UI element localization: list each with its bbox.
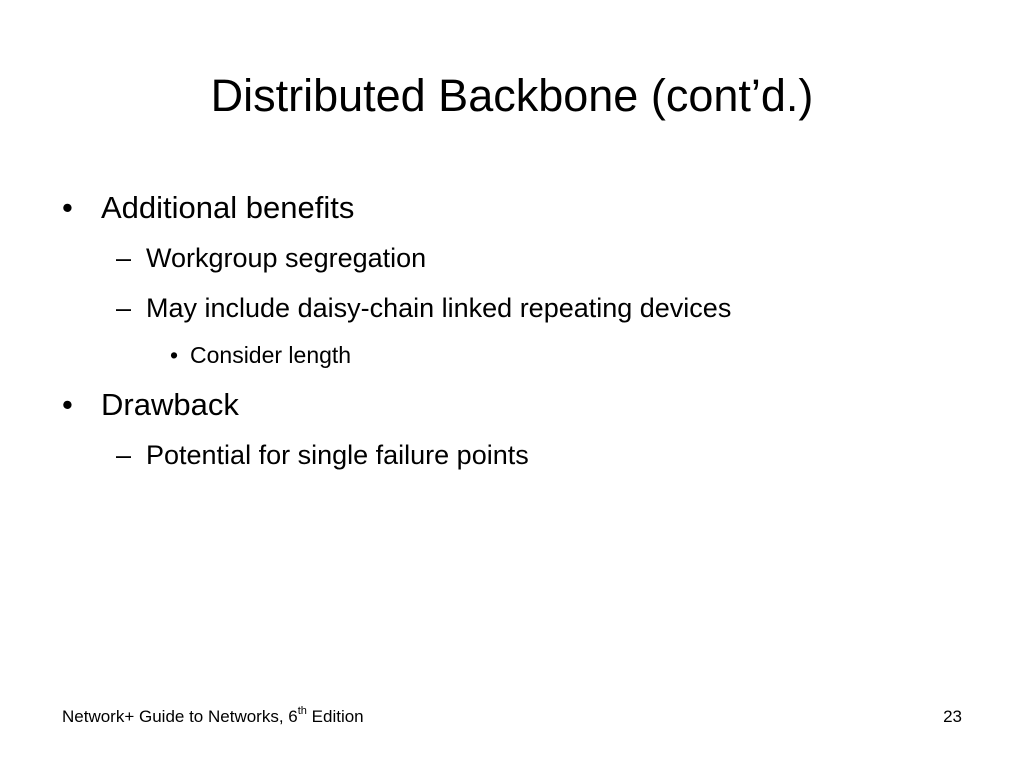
bullet-text: Additional benefits <box>101 190 355 225</box>
sub-sub-bullet-marker: • <box>170 342 179 368</box>
footer-book-prefix: Network+ Guide to Networks, 6 <box>62 707 298 726</box>
sub-bullet-marker: – <box>116 243 132 273</box>
sub-bullet-marker: – <box>116 293 132 323</box>
footer-book-suffix: Edition <box>306 707 364 726</box>
footer-book-title <box>62 706 364 728</box>
bullet-marker: • <box>62 190 73 225</box>
page-number: 23 <box>943 707 962 726</box>
bullet-marker: • <box>62 387 73 422</box>
sub-bullet-marker: – <box>116 440 132 470</box>
sub-bullet-text: May include daisy-chain linked repeating devices <box>146 293 732 323</box>
bullet-text: Drawback <box>101 387 239 422</box>
slide-title: Distributed Backbone (cont’d.) <box>210 70 814 121</box>
sub-bullet-text: Workgroup segregation <box>146 243 427 273</box>
sub-sub-bullet-text: Consider length <box>190 342 352 368</box>
sub-bullet-text: Potential for single failure points <box>146 440 529 470</box>
footer-book-superscript: th <box>297 705 307 718</box>
